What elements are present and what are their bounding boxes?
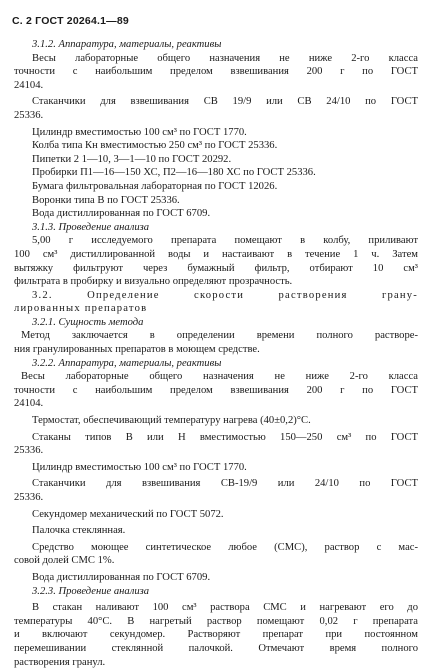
text-line: Палочка стеклянная. [32,525,126,537]
text-line: Цилиндр вместимостью 100 см³ по ГОСТ 1770. [32,126,247,138]
page-header: С. 2 ГОСТ 20264.1—89 [12,15,129,27]
text-line: В стакан наливают 100 см³ раствора СМС и нагревают его до [32,602,418,614]
text-line: 24104. [14,79,44,91]
text-line: растворения гранул. [14,656,106,668]
text-line: Метод заключается в определении времени полного растворе- [21,330,418,342]
text-line: совой долей СМС 1%. [14,555,115,567]
text-line: температуры 40°С. В нагретый раствор помещают 0,02 г препарата [14,615,418,627]
text-line: Воронки типа В по ГОСТ 25336. [32,194,180,206]
text-line: Стаканчики для взвешивания СВ 19/9 или СВ 24/10 по ГОСТ [32,96,418,108]
text-line: вытяжку фильтруют через бумажный фильтр, отбирают 10 см³ [14,262,418,274]
section-heading-line: 3.2.2. Аппаратура, материалы, реактивы [32,357,222,369]
text-line: и включают секундомер. Растворяют препарат при постоянном [14,629,418,641]
text-line: 24104. [14,398,44,410]
text-line: точности с наибольшим пределом взвешивания 200 г по ГОСТ [14,66,418,78]
text-line: Стаканы типов В или Н вместимостью 150—250 см³ по ГОСТ [32,431,418,443]
text-line: 25336. [14,445,44,457]
text-line: Средство моющее синтетическое любое (СМС), раствор с мас- [32,541,418,553]
text-line: Колба типа Кн вместимостью 250 см³ по ГОСТ 25336. [32,140,278,152]
text-line: Вода дистиллированная по ГОСТ 6709. [32,571,211,583]
text-line: Секундомер механический по ГОСТ 5072. [32,508,224,520]
section-heading-line: 3.1.2. Аппаратура, материалы, реактивы [32,39,222,50]
text-line: Весы лабораторные общего назначения не ниже 2-го класса [32,52,418,64]
text-line: Термостат, обеспечивающий температуру нагрева (40±0,2)°С. [32,415,311,427]
text-line: Цилиндр вместимостью 100 см³ по ГОСТ 1770. [32,461,247,473]
text-line: 25336. [14,109,44,121]
section-heading-line: 3.1.3. Проведение анализа [32,221,150,233]
section-heading-line: 3.2.3. Проведение анализа [32,585,150,597]
text-line: Пробирки П1—16—150 ХС, П2—16—180 ХС по ГОСТ 25336. [32,167,316,179]
text-line: перемешивании стеклянной палочкой. Отмечают время полного [14,642,418,654]
text-line: Пипетки 2 1—10, 3—1—10 по ГОСТ 20292. [32,153,232,165]
text-line: Весы лабораторные общего назначения не ниже 2-го класса [21,371,418,383]
text-line: Бумага фильтровальная лабораторная по ГОСТ 12026. [32,180,278,192]
text-line: лированных препаратов [14,303,148,315]
text-line: Стаканчики для взвешивания СВ-19/9 или 24/10 по ГОСТ [32,478,418,490]
section-heading-line: 3.2.1. Сущность метода [32,316,144,328]
text-line: фильтрата в пробирку и визуально определяют прозрачность. [14,276,293,288]
text-line: 100 см³ дистиллированной воды и настаивают в течение 1 ч. Затем [14,248,418,260]
text-line: ния гранулированных препаратов в моющем средстве. [14,344,260,356]
text-line: точности с наибольшим пределом взвешивания 200 г по ГОСТ [14,384,418,396]
document-body [14,38,418,669]
text-line: 3.2. Определение скорости растворения грану- [32,289,418,301]
text-line: 5,00 г исследуемого препарата помещают в колбу, приливают [32,235,418,247]
text-line: 25336. [14,492,44,503]
text-line: Вода дистиллированная по ГОСТ 6709. [32,208,211,220]
